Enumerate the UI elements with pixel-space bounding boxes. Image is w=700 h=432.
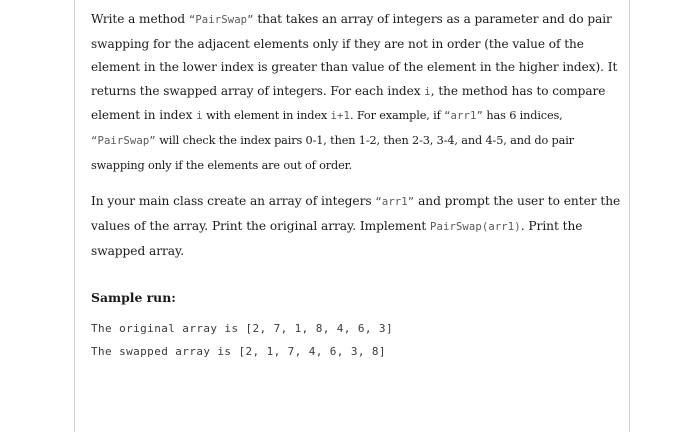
text-segment: , the method has to compare element in index [91, 83, 606, 123]
text-segment: with element in index [202, 109, 331, 123]
text-segment: and prompt the user to enter the values of the array. Print the original array. Implement [91, 194, 621, 234]
sample-output-line: The original array is [2, 7, 1, 8, 4, 6, 3] [91, 322, 393, 336]
sample-output-line: The swapped array is [2, 1, 7, 4, 6, 3, 8] [91, 345, 386, 359]
text-segment: will check the index pairs 0-1, then 1-2, then 2-3, 3-4, and 4-5, and do pair swapping only if the elements are out of order. [91, 133, 574, 172]
code-index-i: i [424, 85, 431, 98]
document-content [91, 8, 621, 363]
text-segment: . For example, if [349, 109, 445, 123]
sample-run-heading: Sample run: [91, 290, 176, 306]
document-page [74, 0, 630, 432]
sample-run-output [91, 317, 621, 363]
code-arr1: “arr1” [444, 110, 483, 123]
code-arr1: “arr1” [375, 196, 415, 209]
code-index-i-plus-1: i+1 [330, 110, 350, 123]
text-segment: that takes an array of integers as a parameter and do pair swapping for the adjacent elements only if they are not in order (the value of the element in the lower index is greater than value of the element in the higher index). It returns the swapped array of integers. For each index [91, 12, 618, 98]
main-class-instructions [91, 189, 621, 263]
text-segment: has 6 indices, [482, 109, 563, 123]
code-pairswap: “PairSwap” [91, 134, 156, 147]
text-segment: Write a method [91, 12, 189, 26]
text-segment: . Print the swapped array. [91, 219, 583, 259]
problem-description [91, 8, 621, 177]
text-segment: In your main class create an array of integers [91, 194, 376, 209]
code-pairswap-call: PairSwap(arr1) [430, 221, 521, 234]
code-index-i: i [196, 110, 203, 123]
code-pairswap: “PairSwap” [188, 14, 254, 26]
